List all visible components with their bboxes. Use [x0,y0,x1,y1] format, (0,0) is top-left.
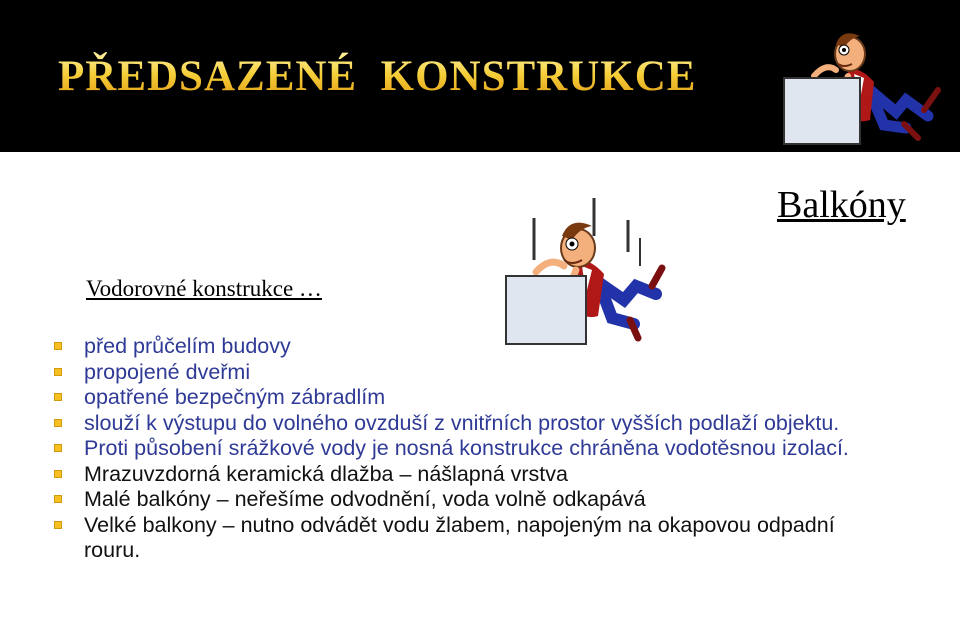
list-item-text: slouží k výstupu do volného ovzduší z vnitřních prostor vyšších podlaží objektu. [84,410,840,435]
list-item [52,487,872,513]
list-item [52,334,872,360]
list-item [52,385,872,411]
square-bullet-icon [54,495,62,503]
list-item [52,462,872,488]
list-item-text: propojené dveřmi [84,359,251,384]
square-bullet-icon [54,368,62,376]
subtitle: Vodorovné konstrukce … [86,276,322,301]
list-item [52,360,872,386]
square-bullet-icon [54,444,62,452]
list-item [52,436,872,462]
square-bullet-icon [54,419,62,427]
list-item [52,513,872,564]
falling-man-with-sign-icon [778,20,943,152]
list-item-text: Velké balkony – nutno odvádět vodu žlabem, napojeným na okapovou odpadní rouru. [84,512,835,562]
section-title: Balkóny [777,184,906,226]
list-item [52,411,872,437]
list-item-text: opatřené bezpečným zábradlím [84,385,386,409]
square-bullet-icon [54,521,62,529]
list-item-text: Proti působení srážkové vody je nosná konstrukce chráněna vodotěsnou izolací. [84,436,849,460]
square-bullet-icon [54,342,62,350]
list-item-text: Mrazuvzdorná keramická dlažba – nášlapná vrstva [84,461,568,486]
list-item-text: před průčelím budovy [84,334,291,358]
square-bullet-icon [54,470,62,478]
falling-man-with-sign-icon [500,190,670,350]
slide-title: PŘEDSAZENÉ KONSTRUKCE [58,53,697,100]
list-item-text: Malé balkóny – neřešíme odvodnění, voda volně odkapává [84,487,646,511]
square-bullet-icon [54,393,62,401]
bullet-list [52,334,872,564]
